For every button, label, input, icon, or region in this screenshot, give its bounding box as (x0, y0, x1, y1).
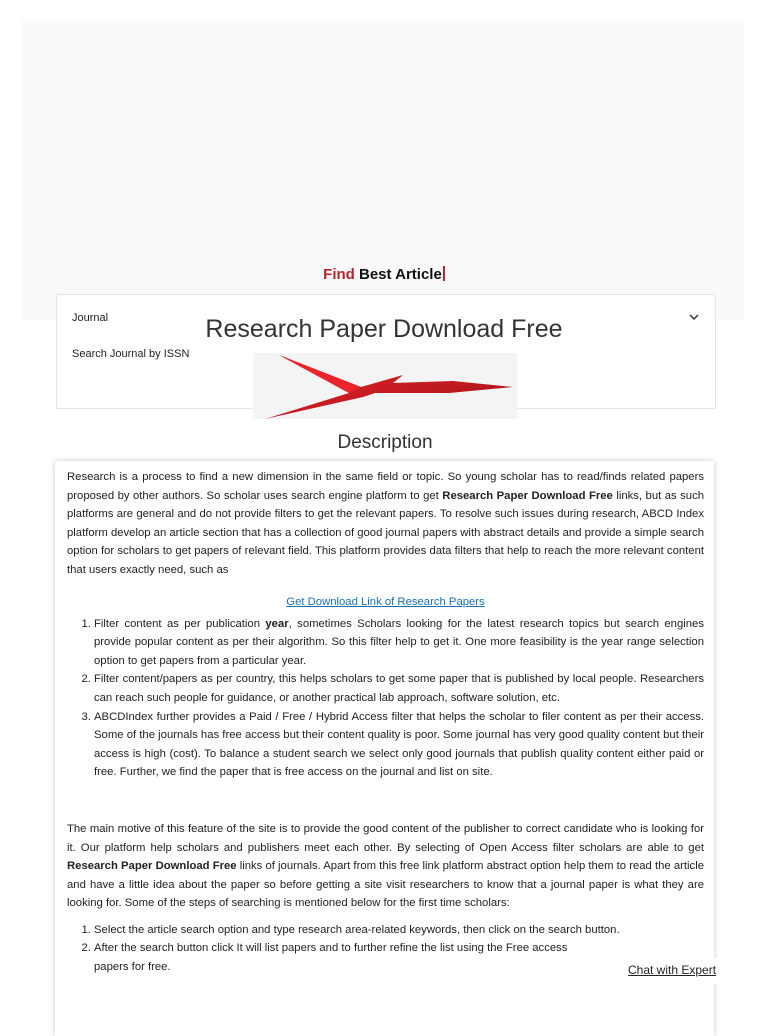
find-best-article-heading (0, 266, 768, 283)
download-link[interactable]: Get Download Link of Research Papers (286, 595, 485, 608)
logo-image (253, 353, 517, 419)
list-item: 3. ABCDIndex further provides a Paid / Free / Hybrid Access filter that helps the scholar to filer content as per their access. Some of the journals has free access but their content quality is poor. Some journal has very good quality content but their access is high (cost). To balance a student search we select only good journals that publish quality content either paid or free. Further, we find the paper that is free access on the journal and list on site. (94, 708, 704, 782)
chat-with-expert-button[interactable]: Chat with Expert (628, 963, 717, 977)
journal-select-label[interactable]: Journal (72, 312, 109, 324)
issn-search-link[interactable]: Search Journal by ISSN (72, 348, 190, 360)
motive-paragraph: The main motive of this feature of the site is to provide the good content of the publisher to correct candidate who is looking for it. Our platform help scholars and publishers meet each other. By selecting of Open Access filter scholars are able to get Research Paper Download Free links of journals. Apart from this free link platform abstract option help them to read the article and have a little idea about the paper so before getting a site visit researchers to know that a journal paper is what they are looking for. Some of the steps of searching is mentioned below for the first time scholars: (67, 822, 704, 910)
search-steps-list (67, 921, 704, 977)
logo-icon (253, 353, 517, 419)
intro-paragraph: Research is a process to find a new dimension in the same field or topic. So young scholar has to read/finds related papers proposed by other authors. So scholar uses search engine platform to get Research Paper Download Free links, but as such platforms are general and do not provide filters to get the relevant papers. To resolve such issues during research, ABCD Index platform develop an article section that has a collection of good journal papers with abstract details and provide a simple search option for scholars to get papers of relevant field. This platform provides data filters that help to reach the more relevant content that users exactly need, such as (67, 471, 705, 576)
page-title: Research Paper Download Free (205, 315, 563, 343)
find-rest-text: Best Article (359, 266, 442, 283)
description-heading: Description (337, 432, 433, 453)
filter-feature-list (67, 615, 704, 782)
list-item: 2. Filter content/papers as per country, this helps scholars to get some paper that is published by local people. Researchers can reach such people for guidance, or another practical lab approach, software solution, etc. (94, 670, 704, 707)
description-document (55, 461, 717, 1036)
list-item: 1. Select the article search option and type research area-related keywords, then click on the search button. (94, 921, 704, 940)
find-accent-text: Find (323, 266, 355, 283)
typing-caret (443, 266, 445, 281)
list-item: 2. After the search button click It will list papers and to further refine the list using the Free access papers for free. (94, 939, 604, 976)
list-item: 1. Filter content as per publication year, sometimes Scholars looking for the latest research topics but search engines provide popular content as per their algorithm. So this filter help to get it. One more feasibility is the year range selection option to get papers from a particular year. (94, 615, 704, 671)
